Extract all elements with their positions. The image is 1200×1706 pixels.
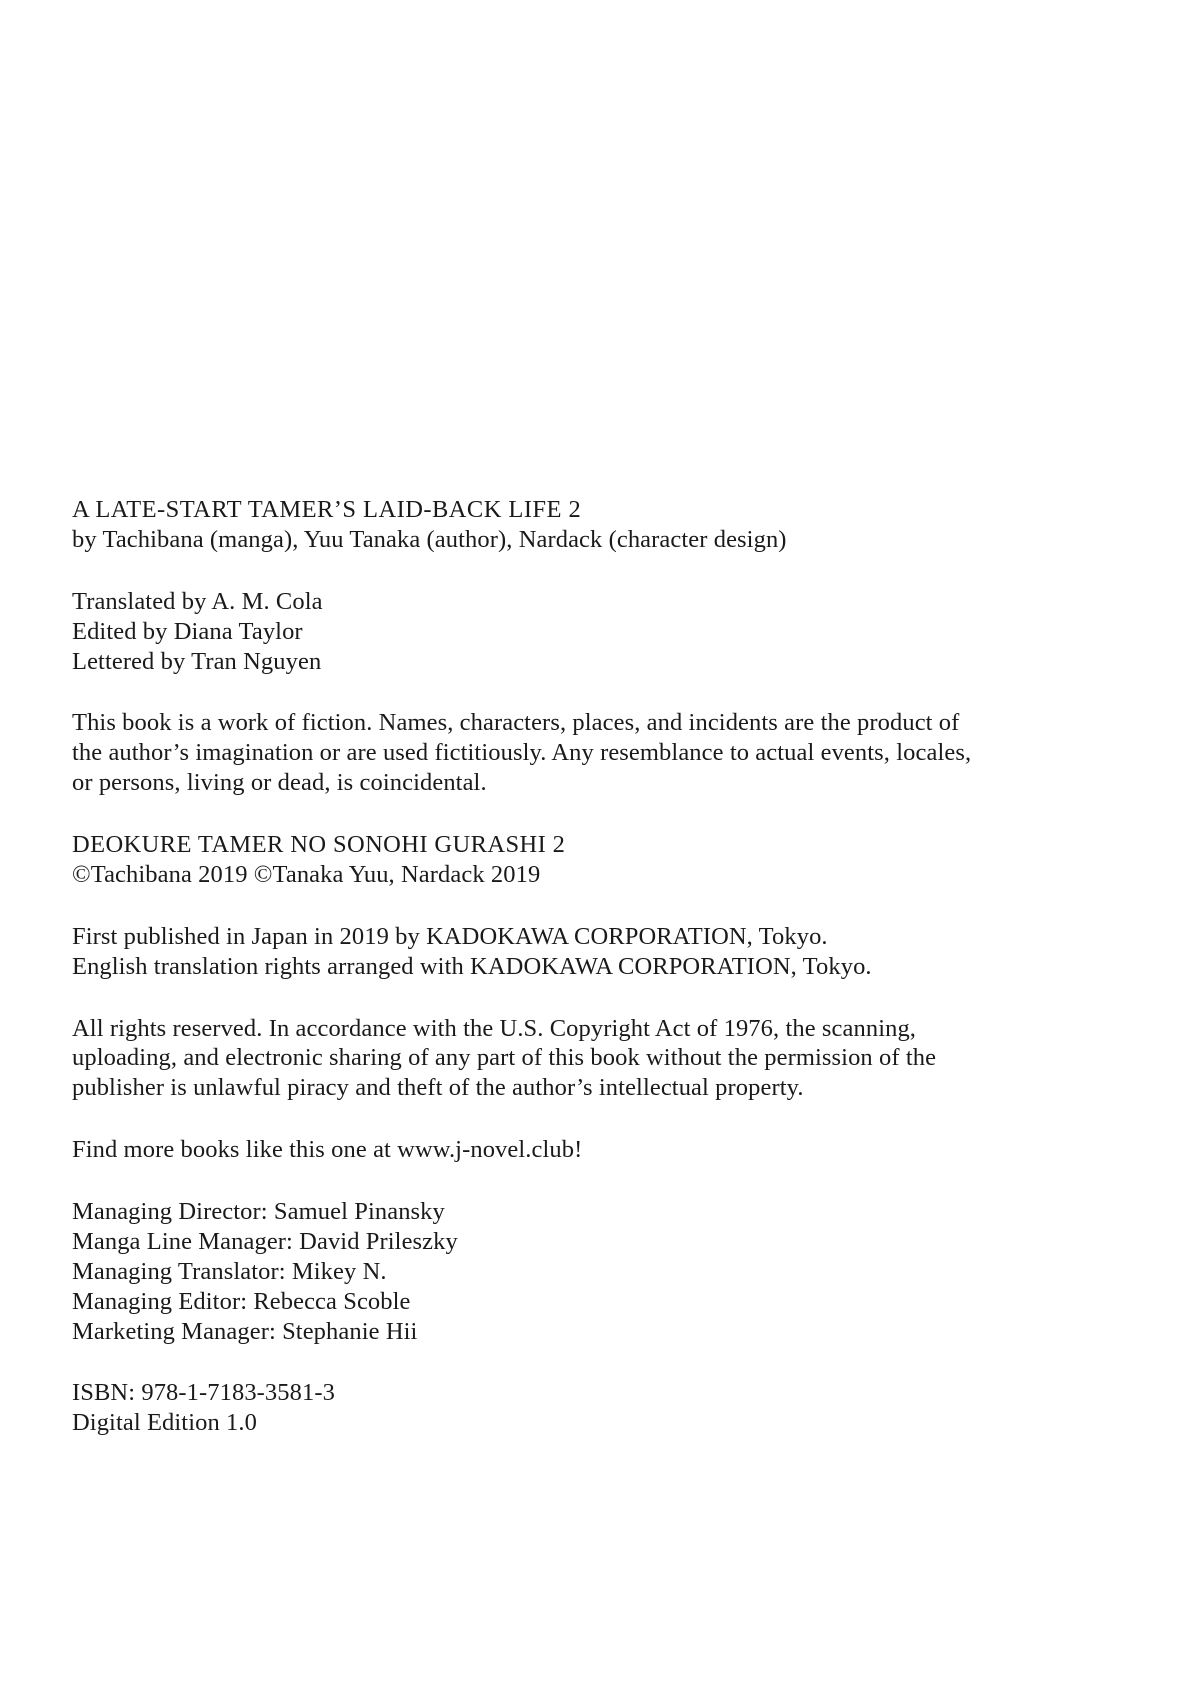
book-byline: by Tachibana (manga), Yuu Tanaka (author), Nardack (character design) (72, 525, 787, 553)
original-edition-block (72, 830, 972, 890)
promo-line: Find more books like this one at www.j-novel.club! (72, 1136, 583, 1164)
translator-credit: Translated by A. M. Cola (72, 587, 323, 615)
copyright-text-column (72, 495, 972, 1438)
romanized-title: DEOKURE TAMER NO SONOHI GURASHI 2 (72, 831, 566, 858)
staff-line: Managing Director: Samuel Pinansky (72, 1198, 445, 1225)
title-block (72, 495, 972, 555)
letterer-credit: Lettered by Tran Nguyen (72, 647, 322, 675)
staff-block (72, 1197, 972, 1346)
digital-edition-line: Digital Edition 1.0 (72, 1409, 257, 1437)
staff-line: Marketing Manager: Stephanie Hii (72, 1317, 418, 1345)
book-title: A LATE-START TAMER’S LAID-BACK LIFE 2 (72, 496, 582, 523)
rights-notice: All rights reserved. In accordance with the U.S. Copyright Act of 1976, the scanning, uploading, and electronic sharing of any part of this book without the permission of the publisher is unlawful piracy and theft of the author’s intellectual property. (72, 1014, 937, 1102)
rights-notice-block (72, 1014, 972, 1104)
staff-line: Managing Translator: Mikey N. (72, 1257, 387, 1285)
edition-block (72, 1378, 972, 1438)
fiction-disclaimer-block (72, 708, 972, 798)
publication-block (72, 922, 972, 982)
isbn-line: ISBN: 978-1-7183-3581-3 (72, 1379, 335, 1407)
translation-rights-line: English translation rights arranged with KADOKAWA CORPORATION, Tokyo. (72, 952, 872, 980)
staff-line: Manga Line Manager: David Prileszky (72, 1227, 458, 1255)
first-published-line: First published in Japan in 2019 by KADOKAWA CORPORATION, Tokyo. (72, 922, 828, 950)
credits-block (72, 587, 972, 677)
staff-line: Managing Editor: Rebecca Scoble (72, 1287, 411, 1315)
fiction-disclaimer: This book is a work of fiction. Names, characters, places, and incidents are the product of the author’s imagination or are used fictitiously. Any resemblance to actual events, locales, or persons, living or dead, is coincidental. (72, 709, 972, 797)
editor-credit: Edited by Diana Taylor (72, 617, 303, 645)
promo-block (72, 1135, 972, 1165)
original-copyright-line: ©Tachibana 2019 ©Tanaka Yuu, Nardack 2019 (72, 860, 541, 888)
